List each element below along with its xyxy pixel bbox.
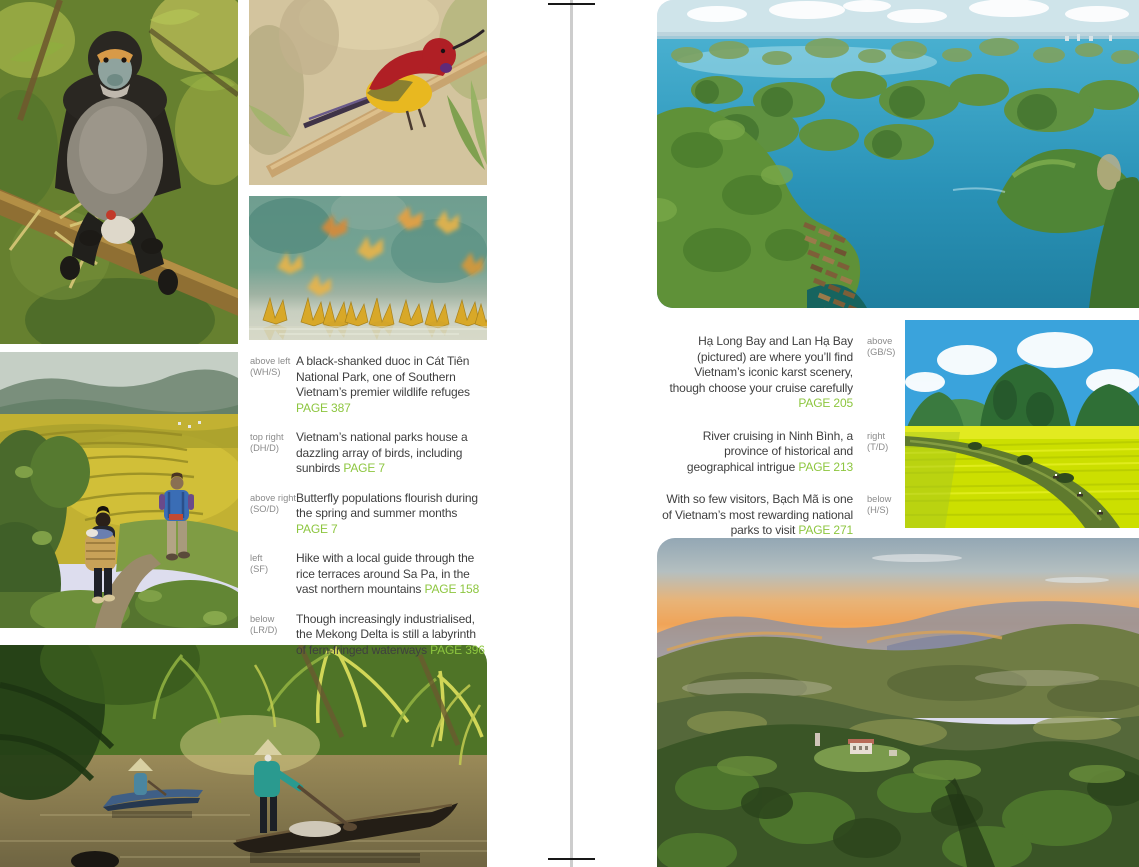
sunbird-illustration (249, 0, 487, 185)
sa-pa-illustration (0, 352, 238, 628)
caption-credit: (SO/D) (250, 503, 279, 514)
caption-position-label (250, 612, 296, 659)
page-reference: PAGE 7 (296, 521, 338, 536)
page-reference: PAGE 396 (430, 642, 485, 657)
caption-position: above right (250, 492, 296, 503)
caption-item (250, 551, 487, 598)
caption-text (296, 612, 487, 659)
butterflies-illustration (249, 196, 487, 340)
ninh-binh-illustration (905, 320, 1139, 528)
caption-list-left (250, 354, 487, 672)
bach-ma-illustration (657, 538, 1139, 867)
page-reference: PAGE 271 (798, 523, 853, 537)
photo-mekong-delta (0, 642, 487, 867)
caption-text (657, 492, 853, 539)
photo-butterflies (249, 196, 487, 340)
caption-text (296, 354, 487, 416)
caption-item (657, 429, 909, 476)
caption-position: above (867, 336, 893, 346)
gutter-crop-mark-top (548, 3, 595, 5)
page-reference: PAGE 205 (798, 396, 853, 410)
page-reference: PAGE 158 (424, 582, 480, 596)
caption-body: Though increasingly industrialised, the Mekong Delta is still a labyrinth of fern-fringed waterways (296, 611, 476, 657)
caption-position-label (250, 430, 296, 477)
caption-item (657, 334, 909, 412)
caption-body: Hike with a local guide through the rice terraces around Sa Pa, in the vast northern mountains (296, 551, 475, 596)
ha-long-bay-illustration (657, 0, 1139, 308)
caption-list-right (657, 334, 909, 556)
caption-position: top right (250, 432, 284, 442)
caption-credit: (DH/D) (250, 443, 279, 453)
page-reference: PAGE 213 (798, 459, 853, 474)
caption-body: River cruising in Ninh Bình, a province of historical and geographical intrigue (686, 428, 853, 474)
caption-position: above left (250, 356, 291, 366)
caption-body: With so few visitors, Bạch Mã is one of Vietnam’s most rewarding national parks to visit (662, 492, 853, 537)
caption-body: Butterfly populations flourish during the spring and summer months (296, 490, 478, 520)
caption-body: Vietnam’s national parks house a dazzling array of birds, including sunbirds (296, 430, 468, 475)
caption-position-label (250, 354, 296, 416)
photo-black-shanked-douc (0, 0, 238, 344)
caption-position: below (867, 494, 892, 504)
caption-position: left (250, 553, 263, 563)
caption-text (296, 551, 487, 598)
caption-position: right (867, 430, 886, 441)
page-gutter-line (570, 0, 573, 867)
caption-item (250, 354, 487, 416)
caption-credit: (SF) (250, 564, 269, 574)
caption-item (657, 492, 909, 539)
caption-position-label (867, 429, 909, 476)
caption-text (657, 334, 853, 412)
caption-position-label (867, 334, 909, 412)
caption-position-label (867, 492, 909, 539)
douc-monkey-illustration (0, 0, 238, 344)
caption-item (250, 430, 487, 477)
caption-position-label (250, 551, 296, 598)
photo-ninh-binh (905, 320, 1139, 528)
page-reference: PAGE 7 (343, 461, 385, 475)
caption-item (250, 612, 487, 659)
caption-credit: (GB/S) (867, 347, 896, 357)
mekong-illustration (0, 642, 487, 867)
caption-credit: (LR/D) (250, 624, 278, 635)
caption-credit: (H/S) (867, 505, 889, 515)
caption-position-label (250, 491, 296, 538)
photo-bach-ma (657, 538, 1139, 867)
caption-text (296, 491, 487, 538)
caption-body: Hạ Long Bay and Lan Hạ Bay (pictured) are where you’ll find Vietnam’s iconic karst scenery, though choose your cruise carefully (669, 334, 853, 395)
page-reference: PAGE 387 (296, 400, 351, 415)
caption-credit: (WH/S) (250, 367, 281, 377)
caption-credit: (T/D) (867, 441, 889, 452)
caption-position: below (250, 613, 275, 624)
photo-sa-pa-rice-terraces (0, 352, 238, 628)
gutter-crop-mark-bottom (548, 858, 595, 860)
caption-item (250, 491, 487, 538)
caption-text (657, 429, 853, 476)
caption-body: A black-shanked duoc in Cát Tiên National Park, one of Southern Vietnam’s premier wildlife refuges (296, 354, 470, 399)
photo-sunbird (249, 0, 487, 185)
photo-ha-long-bay (657, 0, 1139, 308)
caption-text (296, 430, 487, 477)
